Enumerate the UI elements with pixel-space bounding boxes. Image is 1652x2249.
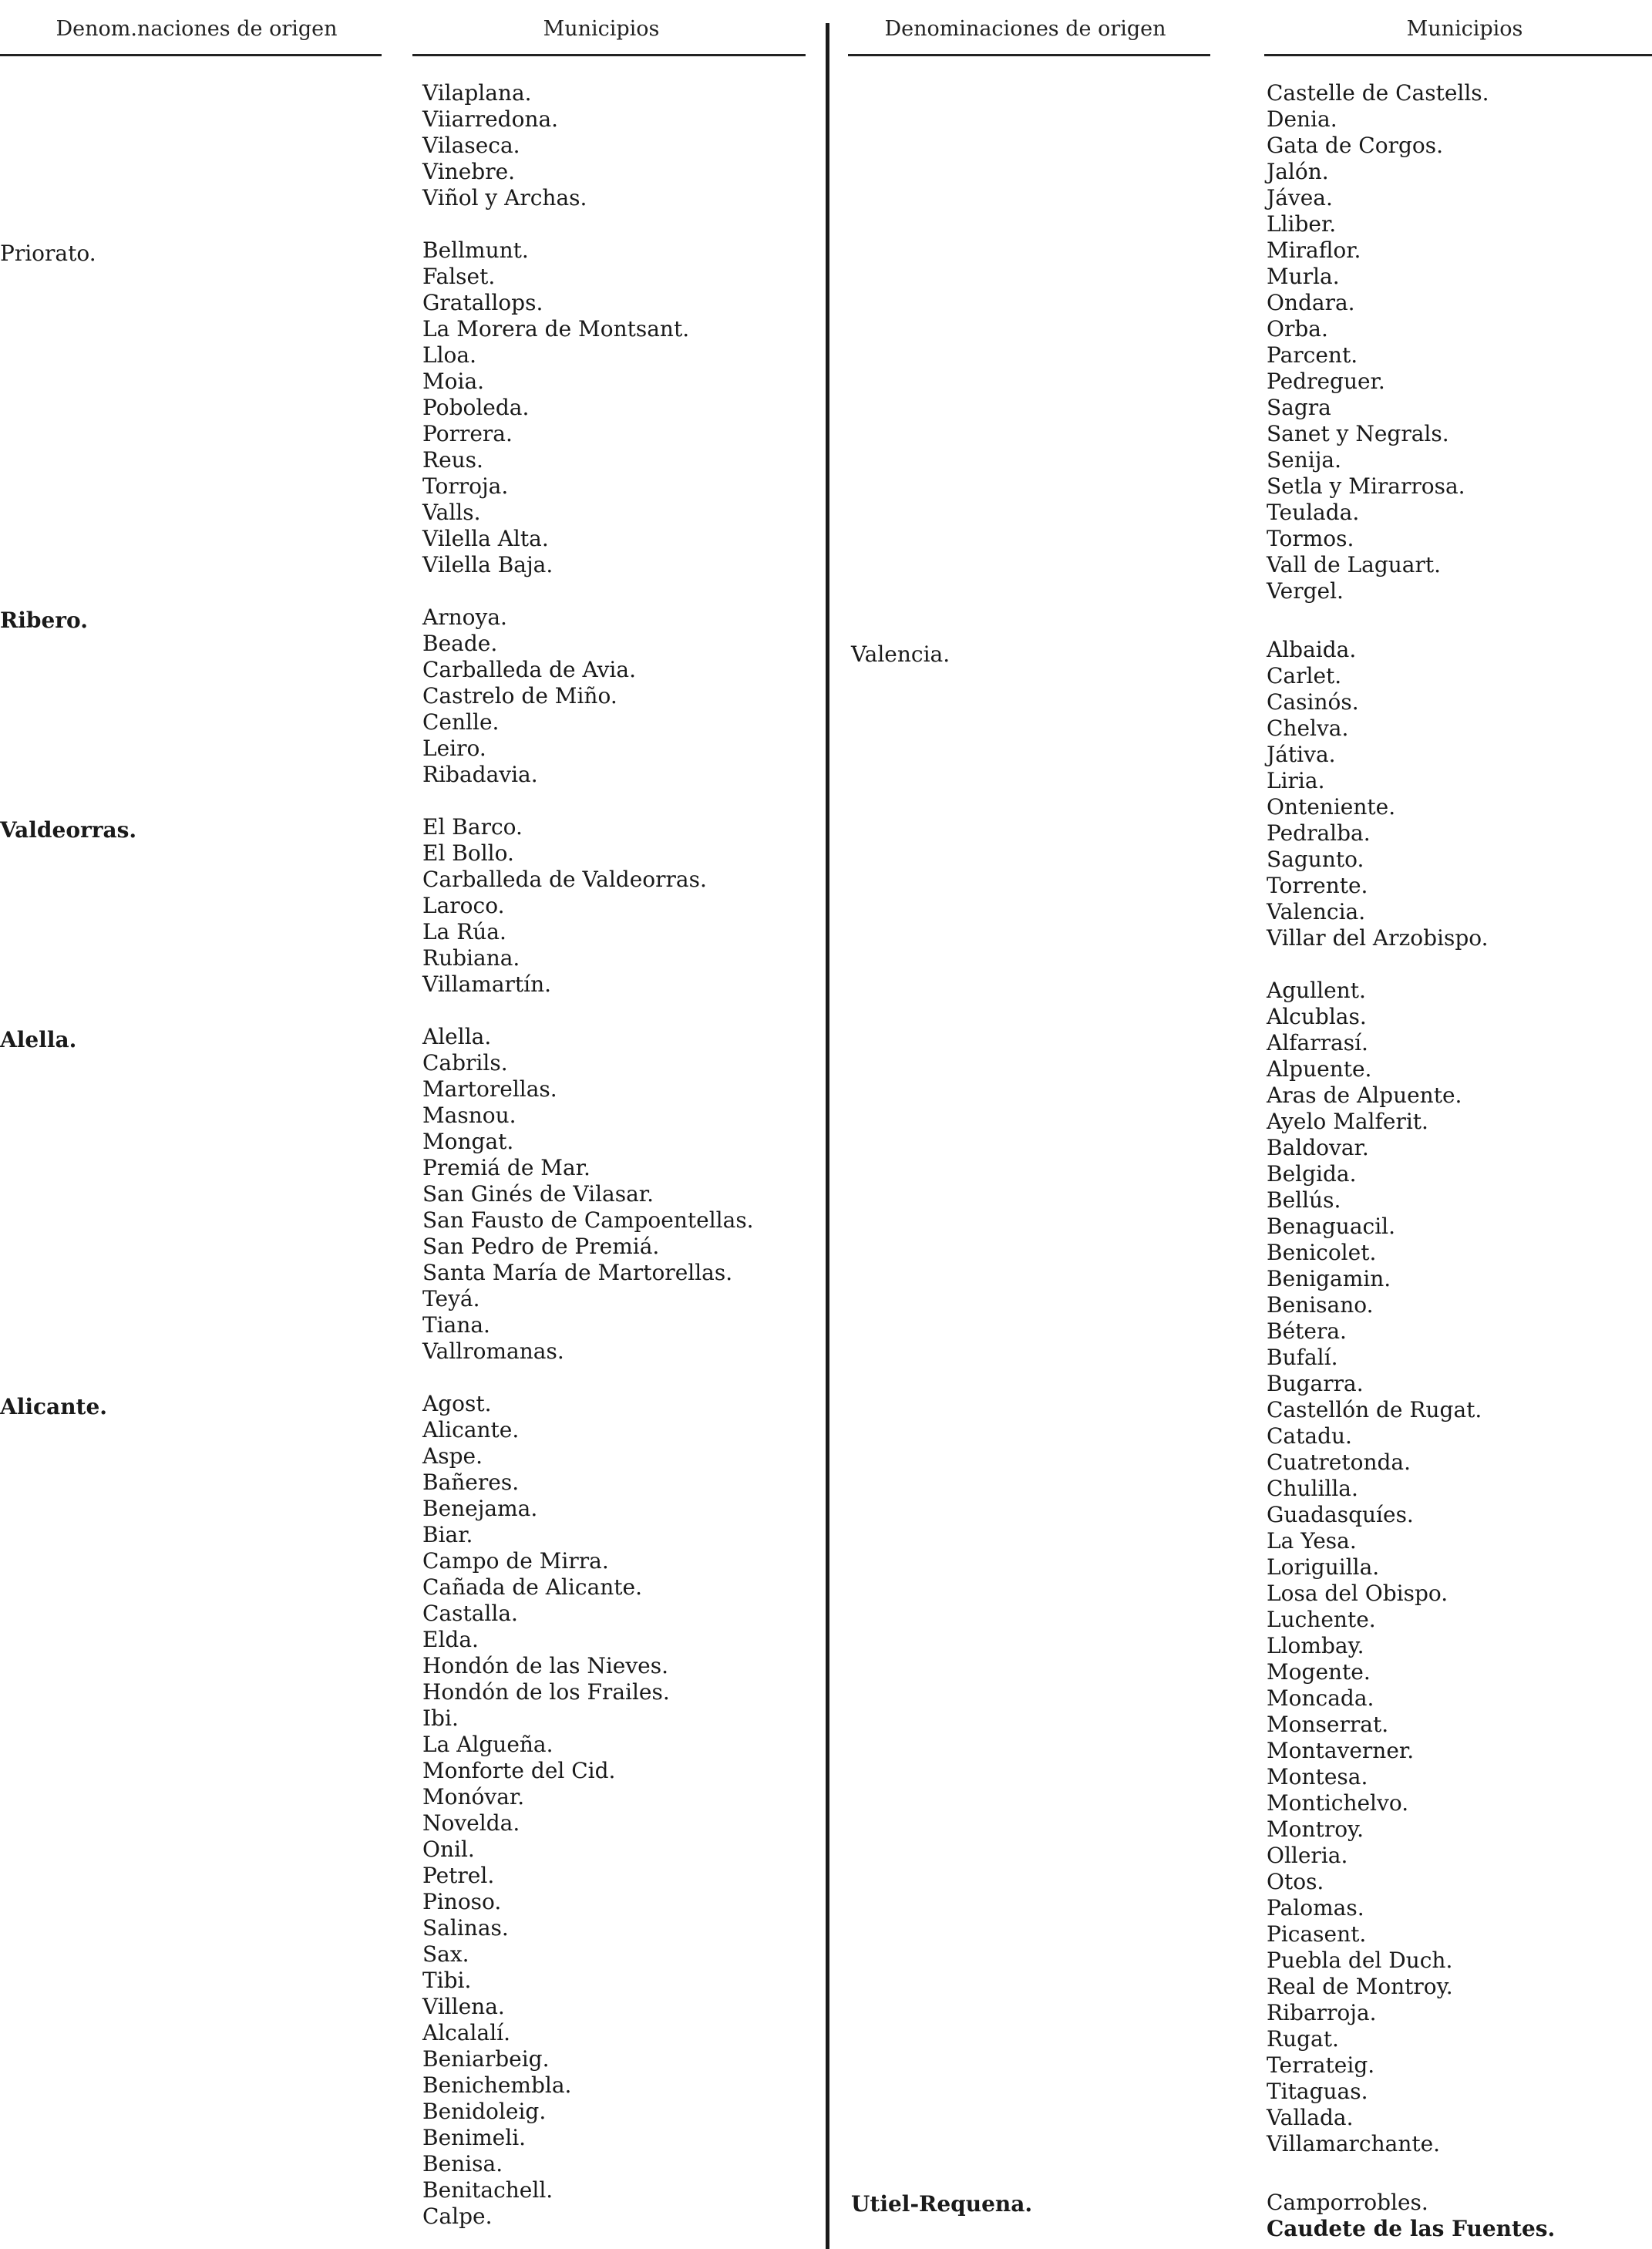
list-item: Benaguacil.: [1267, 1214, 1396, 1239]
list-item: Castelle de Castells.: [1267, 80, 1489, 106]
list-item: Vilella Alta.: [422, 526, 549, 551]
region-valencia: Valencia.: [851, 641, 950, 667]
list-item: Biar.: [422, 1522, 473, 1547]
list-item: La Algueña.: [422, 1732, 553, 1757]
list-item: Moia.: [422, 369, 485, 394]
spacer: [1267, 951, 1555, 978]
list-item: Benejama.: [422, 1496, 538, 1521]
list-item: Miraflor.: [1267, 237, 1361, 263]
list-item: San Fausto de Campoentellas.: [422, 1207, 754, 1233]
list-item: Cuatretonda.: [1267, 1449, 1411, 1475]
list-item: Cabrils.: [422, 1050, 508, 1076]
spacer: [422, 578, 754, 604]
list-item: Reus.: [422, 447, 483, 473]
list-item: Benigamin.: [1267, 1266, 1391, 1291]
list-item: Castellón de Rugat.: [1267, 1397, 1482, 1422]
spacer: [422, 1365, 754, 1391]
list-item: Falset.: [422, 264, 496, 289]
list-item: Montaverner.: [1267, 1738, 1415, 1763]
list-item: Albaida.: [1267, 637, 1357, 662]
right-municipios-list: [1267, 80, 1555, 2242]
spacer: [1267, 2157, 1555, 2190]
list-item: Aspe.: [422, 1443, 483, 1469]
header-rule-right-denominaciones: [848, 54, 1210, 56]
list-item: Vinebre.: [422, 159, 516, 184]
list-item: Tibi.: [422, 1968, 472, 1993]
list-item: Tiana.: [422, 1312, 490, 1338]
list-item: Picasent.: [1267, 1921, 1367, 1947]
list-item: Teyá.: [422, 1286, 480, 1311]
list-item: Ribarroja.: [1267, 2000, 1377, 2025]
region-alella: Alella.: [0, 1027, 77, 1052]
list-item: Orba.: [1267, 316, 1328, 342]
list-item: Casinós.: [1267, 689, 1359, 715]
list-item: Leiro.: [422, 736, 486, 761]
list-item: Laroco.: [422, 893, 505, 918]
list-item: Premiá de Mar.: [422, 1155, 590, 1180]
list-item: Ribadavia.: [422, 762, 538, 787]
list-item: Luchente.: [1267, 1607, 1376, 1632]
list-item: Bañeres.: [422, 1470, 520, 1495]
list-item: Ibi.: [422, 1705, 459, 1731]
list-item: Pinoso.: [422, 1889, 502, 1914]
region-utiel-requena: Utiel-Requena.: [851, 2191, 1033, 2217]
list-item: Beniarbeig.: [422, 2046, 550, 2072]
list-item: Viñol y Archas.: [422, 185, 587, 210]
list-item: San Pedro de Premiá.: [422, 1234, 660, 1259]
list-item: Onil.: [422, 1837, 475, 1862]
spacer: [422, 211, 754, 237]
list-item: Villar del Arzobispo.: [1267, 925, 1489, 951]
list-item: Liria.: [1267, 768, 1325, 793]
header-right-municipios: Municipios: [1406, 17, 1523, 41]
list-item: Rubiana.: [422, 945, 520, 971]
list-item: Parcent.: [1267, 342, 1358, 368]
list-item: Otos.: [1267, 1869, 1324, 1894]
list-item: Salinas.: [422, 1915, 509, 1941]
left-municipios-list: [422, 80, 754, 2230]
list-item: Llombay.: [1267, 1633, 1364, 1658]
list-item: Vergel.: [1267, 578, 1344, 604]
header-rule-right-municipios: [1264, 54, 1652, 56]
list-item: Palomas.: [1267, 1895, 1364, 1921]
list-item: Vilaplana.: [422, 80, 532, 106]
list-item: Hondón de las Nieves.: [422, 1653, 669, 1678]
list-item: Gata de Corgos.: [1267, 133, 1444, 158]
list-item: Cenlle.: [422, 709, 500, 735]
region-alicante: Alicante.: [0, 1394, 108, 1419]
list-item: Lliber.: [1267, 211, 1337, 237]
list-item: Benisano.: [1267, 1292, 1374, 1318]
list-item: Alcublas.: [1267, 1004, 1367, 1029]
list-item: Alcalalí.: [422, 2020, 511, 2045]
list-item: Beade.: [422, 631, 498, 656]
region-valdeorras: Valdeorras.: [0, 817, 137, 843]
list-item: Denia.: [1267, 106, 1337, 132]
list-item: Porrera.: [422, 421, 513, 446]
list-item: Moncada.: [1267, 1685, 1374, 1711]
list-item: Arnoya.: [422, 604, 507, 630]
list-item: Bufalí.: [1267, 1345, 1338, 1370]
list-item: Titaguas.: [1267, 2079, 1368, 2104]
list-item: Vallromanas.: [422, 1338, 564, 1364]
header-rule-left-municipios: [412, 54, 806, 56]
list-item: Ayelo Malferit.: [1267, 1109, 1428, 1134]
list-item: Sagunto.: [1267, 847, 1364, 872]
list-item: Montichelvo.: [1267, 1790, 1409, 1816]
list-item: Játiva.: [1267, 742, 1336, 767]
list-item: Vilaseca.: [422, 133, 520, 158]
list-item: Setla y Mirarrosa.: [1267, 473, 1465, 499]
list-item: Castalla.: [422, 1601, 518, 1626]
list-item: Jalón.: [1267, 159, 1329, 184]
list-item: Rugat.: [1267, 2026, 1339, 2052]
list-item: Senija.: [1267, 447, 1342, 473]
list-item: Tormos.: [1267, 526, 1354, 551]
list-item: Lloa.: [422, 342, 476, 368]
list-item: Guadasquíes.: [1267, 1502, 1414, 1527]
list-item: Camporrobles.: [1267, 2190, 1428, 2215]
list-item: Hondón de los Frailes.: [422, 1679, 670, 1705]
list-item: Benidoleig.: [422, 2099, 547, 2124]
list-item: Martorellas.: [422, 1076, 557, 1102]
list-item: Villamarchante.: [1267, 2131, 1441, 2156]
list-item: Losa del Obispo.: [1267, 1581, 1448, 1606]
list-item: Mogente.: [1267, 1659, 1371, 1685]
list-item: Valls.: [422, 500, 481, 525]
list-item: Santa María de Martorellas.: [422, 1260, 733, 1285]
header-left-municipios: Municipios: [543, 17, 660, 41]
list-item: Calpe.: [422, 2204, 493, 2229]
list-item: Villamartín.: [422, 971, 552, 997]
list-item: Alpuente.: [1267, 1056, 1372, 1082]
list-item: El Bollo.: [422, 840, 514, 866]
list-item: Monserrat.: [1267, 1712, 1389, 1737]
list-item: Pedreguer.: [1267, 369, 1385, 394]
list-item: Bellús.: [1267, 1187, 1341, 1213]
spacer: [1267, 604, 1555, 637]
list-item: Torroja.: [422, 473, 509, 499]
list-item: Gratallops.: [422, 290, 543, 315]
list-item: Carballeda de Avia.: [422, 657, 636, 682]
region-ribero: Ribero.: [0, 608, 88, 633]
list-item: Viiarredona.: [422, 106, 559, 132]
list-item: Baldovar.: [1267, 1135, 1369, 1160]
list-item: Agost.: [422, 1391, 492, 1416]
list-item: Mongat.: [422, 1129, 514, 1154]
list-item: Monforte del Cid.: [422, 1758, 616, 1783]
list-item: Onteniente.: [1267, 794, 1396, 820]
list-item: Puebla del Duch.: [1267, 1948, 1453, 1973]
list-item: Vilella Baja.: [422, 552, 553, 577]
list-item: Olleria.: [1267, 1843, 1348, 1868]
list-item: Chelva.: [1267, 715, 1349, 741]
list-item: Torrente.: [1267, 873, 1368, 898]
list-item: Belgida.: [1267, 1161, 1357, 1187]
list-item: Montesa.: [1267, 1764, 1368, 1789]
header-rule-left-denominaciones: [0, 54, 382, 56]
list-item: Valencia.: [1267, 899, 1366, 924]
list-item: Catadu.: [1267, 1423, 1352, 1449]
list-item: San Ginés de Vilasar.: [422, 1181, 654, 1207]
region-priorato: Priorato.: [0, 241, 96, 266]
spacer: [422, 998, 754, 1024]
list-item: Carballeda de Valdeorras.: [422, 867, 707, 892]
list-item: Benicolet.: [1267, 1240, 1377, 1265]
list-item: Pedralba.: [1267, 820, 1371, 846]
list-item: Bétera.: [1267, 1318, 1347, 1344]
list-item: Sagra: [1267, 395, 1331, 420]
list-item: Murla.: [1267, 264, 1340, 289]
list-item: Benisa.: [422, 2151, 503, 2177]
list-item: Benichembla.: [422, 2072, 572, 2098]
list-item: Novelda.: [422, 1810, 520, 1836]
list-item: La Morera de Montsant.: [422, 316, 690, 342]
list-item: Castrelo de Miño.: [422, 683, 617, 709]
spacer: [422, 788, 754, 814]
list-item: La Rúa.: [422, 919, 506, 944]
list-item: Montroy.: [1267, 1816, 1364, 1842]
list-item: Vallada.: [1267, 2105, 1354, 2130]
list-item: Petrel.: [422, 1863, 495, 1888]
list-item: Agullent.: [1267, 978, 1366, 1003]
list-item: Elda.: [422, 1627, 479, 1652]
list-item: Loriguilla.: [1267, 1554, 1380, 1580]
column-separator: [826, 23, 829, 2249]
list-item: Aras de Alpuente.: [1267, 1082, 1462, 1108]
list-item: Alella.: [422, 1024, 492, 1049]
list-item: Alfarrasí.: [1267, 1030, 1368, 1055]
list-item: Alicante.: [422, 1417, 520, 1443]
list-item: Caudete de las Fuentes.: [1267, 2216, 1556, 2241]
list-item: Carlet.: [1267, 663, 1342, 689]
list-item: La Yesa.: [1267, 1528, 1357, 1554]
list-item: Masnou.: [422, 1103, 516, 1128]
list-item: Monóvar.: [422, 1784, 525, 1810]
list-item: Terrateig.: [1267, 2052, 1375, 2078]
list-item: Villena.: [422, 1994, 505, 2019]
list-item: Jávea.: [1267, 185, 1333, 210]
list-item: Sax.: [422, 1941, 469, 1967]
list-item: Bellmunt.: [422, 237, 529, 263]
list-item: Cañada de Alicante.: [422, 1574, 643, 1600]
list-item: Chulilla.: [1267, 1476, 1358, 1501]
header-left-denominaciones: Denom.naciones de origen: [56, 17, 338, 41]
list-item: Teulada.: [1267, 500, 1360, 525]
list-item: Real de Montroy.: [1267, 1974, 1453, 1999]
list-item: Bugarra.: [1267, 1371, 1364, 1396]
list-item: El Barco.: [422, 814, 523, 840]
list-item: Ondara.: [1267, 290, 1355, 315]
list-item: Poboleda.: [422, 395, 530, 420]
list-item: Vall de Laguart.: [1267, 552, 1442, 577]
list-item: Benitachell.: [422, 2177, 553, 2203]
header-right-denominaciones: Denominaciones de origen: [884, 17, 1166, 41]
list-item: Campo de Mirra.: [422, 1548, 609, 1574]
list-item: Sanet y Negrals.: [1267, 421, 1449, 446]
list-item: Benimeli.: [422, 2125, 527, 2150]
